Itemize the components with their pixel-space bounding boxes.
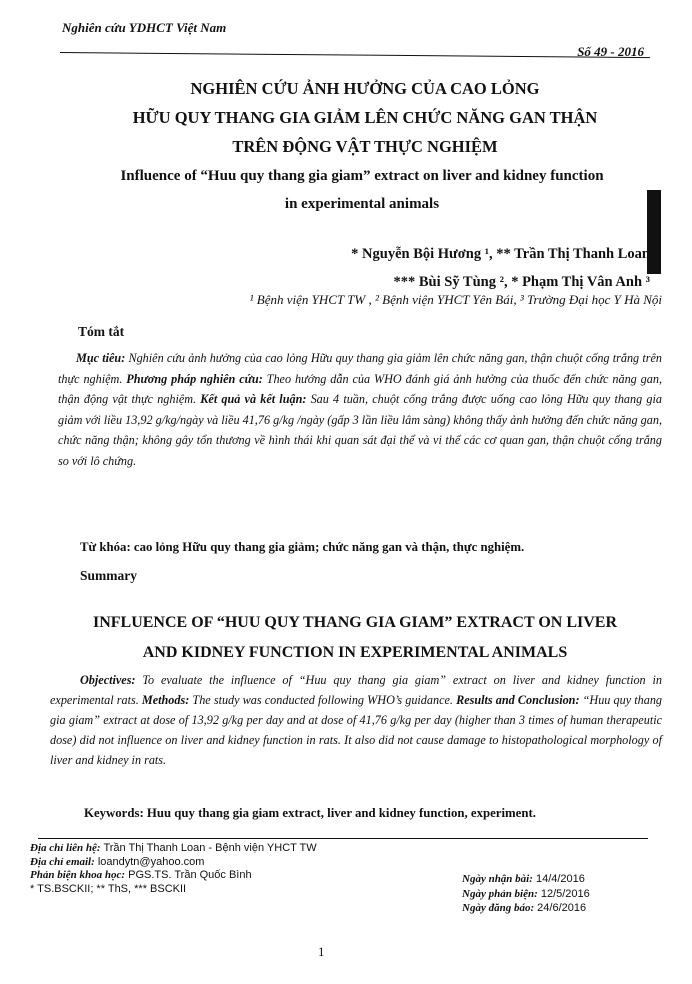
reviewed-label: Ngày phản biện:: [462, 887, 538, 900]
objective-text-vi: Nghiên cứu ảnh hưởng của cao lỏng Hữu quy thang gia giảm lên chức năng gan, thận chuột cống trắng trên thực nghiệm.: [58, 351, 662, 386]
method-label-en: Methods:: [138, 693, 190, 707]
keywords-vi: Từ khóa: cao lỏng Hữu quy thang gia giảm; chức năng gan và thận, thực nghiệm.: [80, 540, 525, 554]
page-number: 1: [318, 944, 325, 959]
received-date: [462, 872, 590, 887]
reviewer-label: Phản biện khoa học:: [30, 869, 126, 881]
published-value: 24/6/2016: [534, 902, 587, 914]
abstract-vi: [58, 348, 662, 471]
article-subtitle-en: [62, 162, 662, 218]
title-vi-line: HỮU QUY THANG GIA GIẢM LÊN CHỨC NĂNG GAN THẬN: [132, 108, 598, 127]
article-title-vi: [70, 74, 660, 161]
abstract-heading-vi: Tóm tắt: [78, 324, 125, 339]
article-title-en: [45, 608, 665, 668]
contact-value: Trần Thị Thanh Loan - Bệnh viện YHCT TW: [100, 842, 317, 854]
result-label-en: Results and Conclusion:: [452, 693, 580, 707]
author-line: * Nguyễn Bội Hương ¹, ** Trần Thị Thanh Loan: [351, 246, 650, 262]
result-label-vi: Kết quả và kết luận:: [196, 392, 307, 406]
issue-number: Số 49 - 2016: [577, 44, 644, 59]
published-label: Ngày đăng báo:: [462, 902, 535, 914]
contact-line: [30, 842, 317, 856]
author-list: [351, 240, 650, 296]
title-en-line: AND KIDNEY FUNCTION IN EXPERIMENTAL ANIMALS: [142, 644, 568, 661]
reviewed-value: 12/5/2016: [537, 887, 590, 900]
contact-label: Địa chỉ liên hệ:: [30, 842, 101, 854]
published-date: [462, 901, 590, 916]
email-line: [30, 856, 317, 870]
method-text-vi: Theo hướng dẫn của WHO đánh giá ảnh hưởng của thuốc đến chức năng gan, thận động vật thực nghiệm.: [58, 371, 662, 406]
dates-block: [462, 872, 590, 916]
objective-label-vi: Mục tiêu:: [76, 351, 126, 365]
header-rule: [60, 52, 650, 58]
title-en-line: INFLUENCE OF “HUU QUY THANG GIA GIAM” EXTRACT ON LIVER: [92, 614, 618, 631]
email-value[interactable]: loandytn@yahoo.com: [94, 855, 205, 868]
result-text-en: “Huu quy thang gia giam” extract at dose of 13,92 g/kg per day and at dose of 41,76 g/kg per day (higher than 3 times of human therapeutic dose) did not influence on liver and kidney function in rats. It also did not cause damage to histopathological morphology of liver and kidney in rats.: [50, 693, 663, 767]
objective-label-en: Objectives:: [80, 673, 136, 687]
objective-text-en: To evaluate the influence of “Huu quy thang gia giam” extract on liver and kidney function in experimental rats.: [50, 673, 662, 707]
reviewed-date: [462, 887, 590, 902]
title-vi-line: NGHIÊN CỨU ẢNH HƯỞNG CỦA CAO LỎNG: [190, 79, 540, 98]
method-label-vi: Phương pháp nghiên cứu:: [122, 371, 263, 386]
method-text-en: The study was conducted following WHO’s guidance.: [189, 693, 453, 707]
summary-heading: Summary: [80, 568, 137, 583]
affiliations: ¹ Bệnh viện YHCT TW , ² Bệnh viện YHCT Yên Bái, ³ Trường Đại học Y Hà Nội: [249, 292, 662, 307]
contact-block: [30, 842, 317, 896]
journal-name: Nghiên cứu YDHCT Việt Nam: [62, 20, 227, 35]
received-value: 14/4/2016: [532, 873, 585, 885]
author-titles: * TS.BSCKII; ** ThS, *** BSCKII: [30, 882, 187, 895]
author-line: *** Bùi Sỹ Tùng ², * Phạm Thị Vân Anh ³: [393, 274, 650, 290]
footer-rule: [38, 838, 648, 839]
subtitle-en-line: Influence of “Huu quy thang gia giam” extract on liver and kidney function: [120, 168, 604, 184]
email-label: Địa chỉ email:: [30, 855, 95, 868]
subtitle-en-line: in experimental animals: [284, 196, 440, 212]
title-vi-line: TRÊN ĐỘNG VẬT THỰC NGHIỆM: [232, 137, 498, 156]
received-label: Ngày nhận bài:: [462, 873, 533, 885]
result-text-vi: Sau 4 tuần, chuột cống trắng được uống cao lỏng Hữu quy thang gia giảm với liều 13,92 g/kg/ngày và liều 41,76 g/kg /ngày (gấp 3 lần liều lâm sàng) không thấy ảnh hưởng đến chức năng gan, chức năng thận; không gây tổn thương về hình thái khi quan sát đại thể và vi thể các cơ quan gan, thận chuột cống trắng so với lô chứng.: [58, 392, 662, 468]
reviewer-value: PGS.TS. Trần Quốc Bình: [125, 869, 252, 881]
keywords-en: Keywords: Huu quy thang gia giam extract, liver and kidney function, experiment.: [84, 806, 536, 820]
reviewer-line: [30, 869, 317, 883]
abstract-en: [50, 670, 662, 770]
